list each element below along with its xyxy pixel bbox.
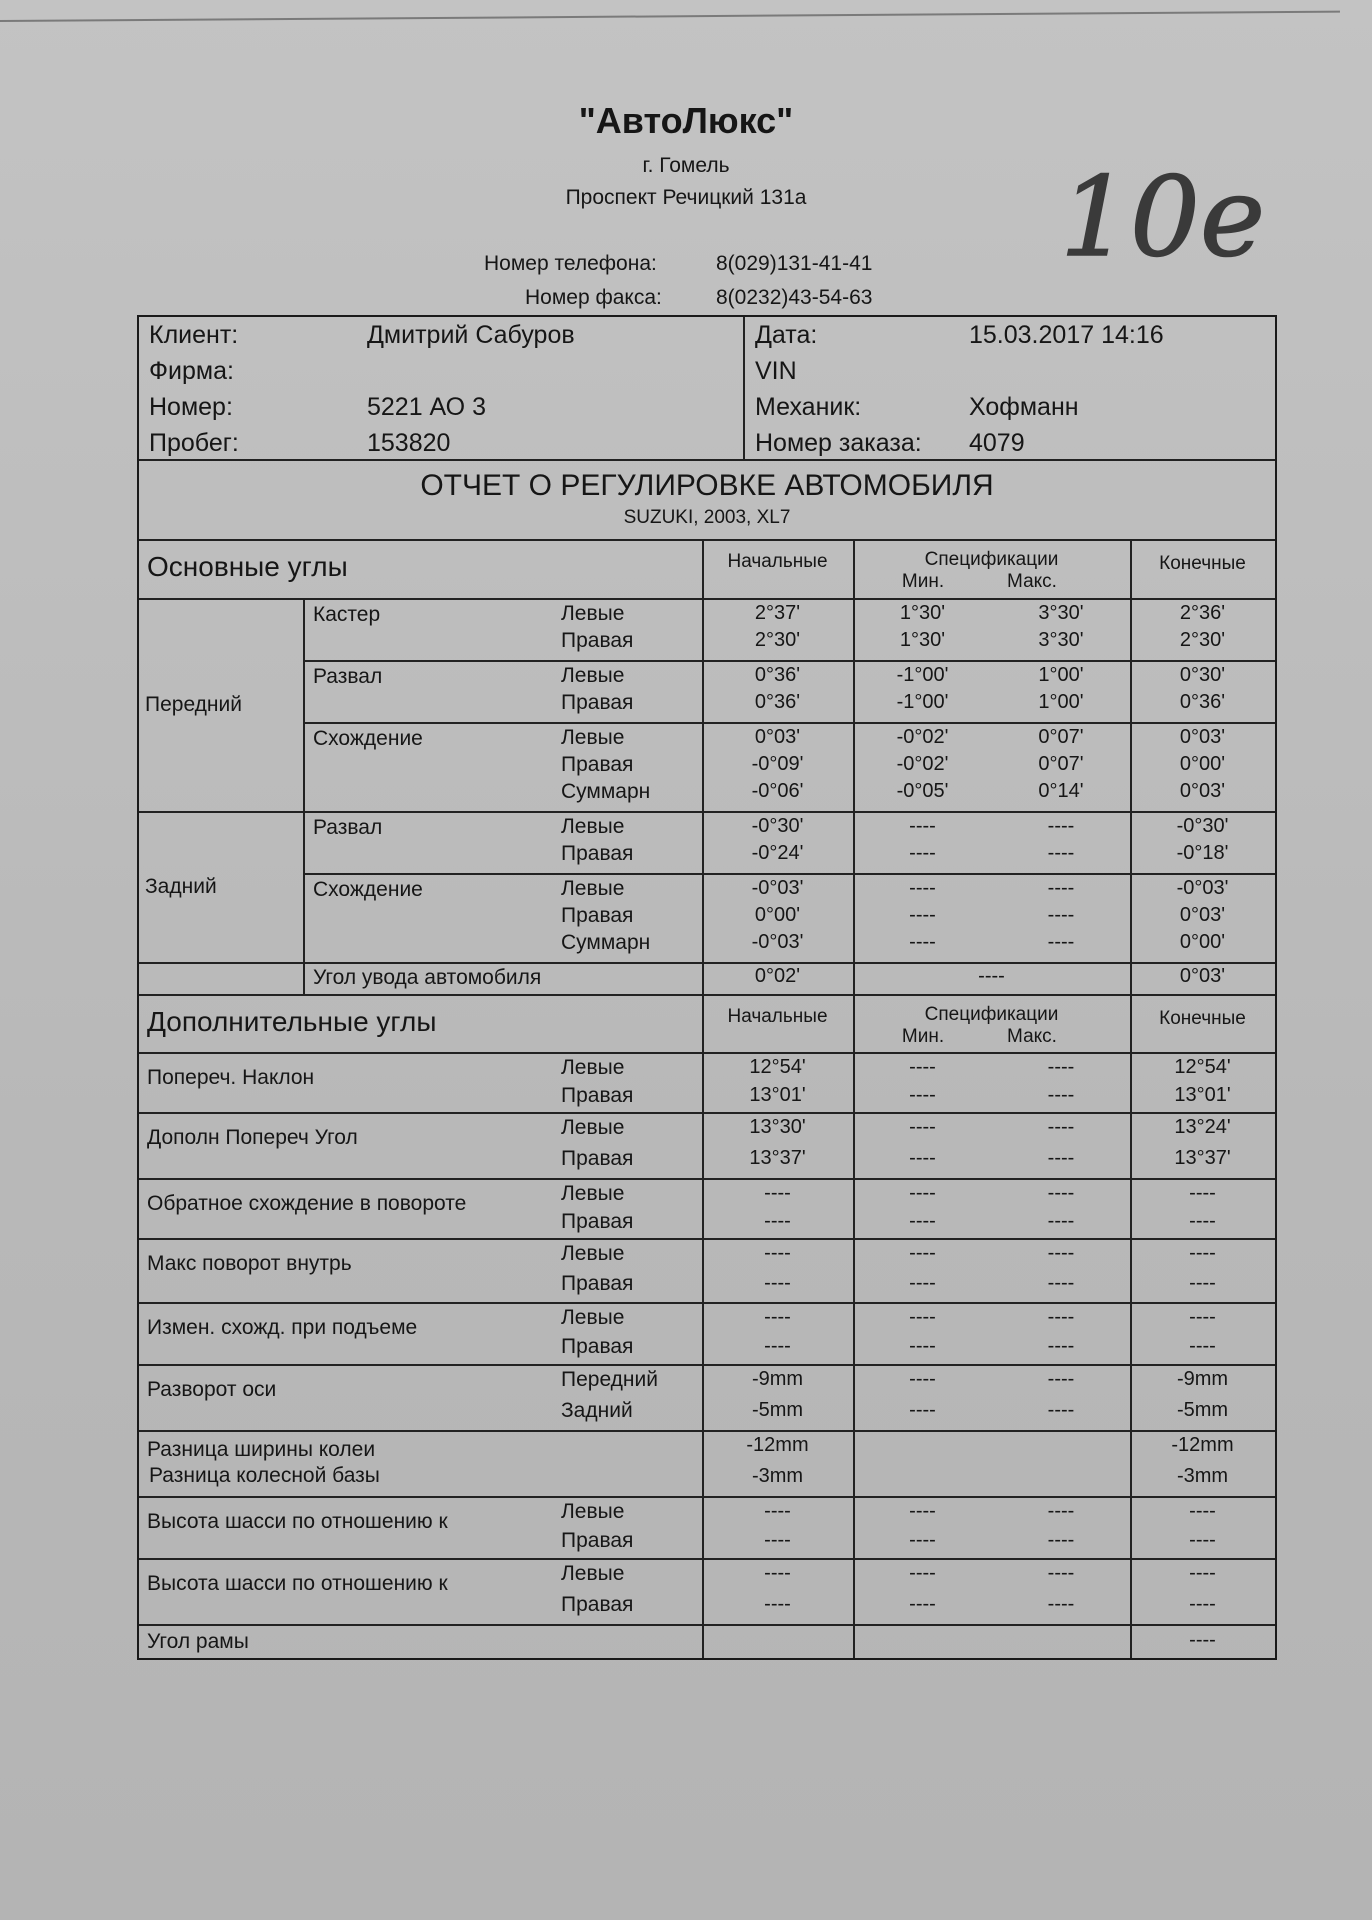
extra-final-header: Конечные — [1159, 1008, 1246, 1029]
final-value: -9mm — [1176, 1368, 1229, 1390]
spec-min-value: ---- — [909, 1399, 936, 1421]
initial-value: 2°37' — [754, 602, 801, 624]
extra-row-rule — [139, 1624, 1275, 1626]
initial-value: ---- — [764, 1306, 791, 1328]
final-value: 2°36' — [1179, 602, 1226, 624]
initial-value: -0°24' — [751, 842, 804, 864]
final-value: -3mm — [1176, 1465, 1229, 1487]
initial-value: -0°30' — [751, 815, 804, 837]
main-spec-header: Спецификации — [924, 549, 1059, 570]
final-value: 12°54' — [1174, 1056, 1231, 1078]
extra-row-name: Высота шасси по отношению к — [147, 1572, 448, 1595]
extra-row-name: Обратное схождение в повороте — [147, 1192, 467, 1215]
extra-min-header: Мин. — [901, 1026, 945, 1047]
final-value: 0°30' — [1179, 664, 1226, 686]
side-label: Правая — [561, 1084, 634, 1107]
extra-row-rule — [139, 1364, 1275, 1366]
initial-value: -12mm — [746, 1434, 809, 1456]
spec-min-value: ---- — [909, 1242, 936, 1264]
vin-label: VIN — [755, 357, 797, 385]
extra-row-name: Разворот оси — [147, 1378, 277, 1401]
final-value: 0°36' — [1179, 691, 1226, 713]
side-label: Левые — [561, 1242, 625, 1265]
side-label: Левые — [561, 815, 625, 838]
side-label: Правая — [561, 1529, 634, 1552]
spec-min-value: ---- — [909, 815, 936, 837]
phone-label: Номер телефона: — [484, 252, 657, 275]
side-label: Левые — [561, 1056, 625, 1079]
spec-min-value: -0°05' — [896, 780, 949, 802]
spec-min-value: ---- — [909, 1084, 936, 1106]
spec-max-value: 3°30' — [1038, 629, 1084, 651]
title-bottom — [139, 539, 1275, 541]
side-label: Правая — [561, 691, 634, 714]
client-block-divider — [743, 317, 745, 459]
side-label: Левые — [561, 877, 625, 900]
final-value: ---- — [1189, 1593, 1216, 1615]
spec-min-value: ---- — [909, 842, 936, 864]
side-label: Правая — [561, 1335, 634, 1358]
spec-max-value: ---- — [1047, 1084, 1075, 1106]
mechanic-value: Хофманн — [969, 393, 1079, 421]
mechanic-label: Механик: — [755, 393, 862, 421]
final-value: 13°37' — [1174, 1147, 1231, 1169]
spec-min-value: ---- — [909, 1562, 936, 1584]
side-label: Правая — [561, 1147, 634, 1170]
side-label: Правая — [561, 753, 634, 776]
spec-min-value: ---- — [909, 1593, 936, 1615]
date-value: 15.03.2017 14:16 — [969, 321, 1164, 349]
spec-min-value: ---- — [909, 1335, 936, 1357]
spec-min-value: ---- — [909, 1272, 936, 1294]
initial-value: -9mm — [751, 1368, 804, 1390]
initial-col-rule — [702, 994, 704, 1658]
spec-min-value: 1°30' — [899, 629, 946, 651]
extra-row-rule — [139, 1496, 1275, 1498]
spec-max-value: 0°07' — [1038, 726, 1084, 748]
side-label: Правая — [561, 1593, 634, 1616]
fax-value: 8(0232)43-54-63 — [716, 286, 873, 309]
final-value: ---- — [1189, 1500, 1216, 1522]
main-final-header: Конечные — [1159, 553, 1246, 574]
final-value: 13°24' — [1174, 1116, 1231, 1138]
spec-max-value: ---- — [1047, 1529, 1075, 1551]
final-value: ---- — [1189, 1562, 1216, 1584]
company-city: г. Гомель — [642, 154, 730, 177]
final-value: -0°18' — [1176, 842, 1229, 864]
spec-max-value: ---- — [1047, 815, 1075, 837]
group-rule — [139, 811, 1275, 813]
extra-max-header: Макс. — [1007, 1026, 1057, 1047]
spec-col-rule — [853, 539, 855, 994]
company-name: "АвтоЛюкс" — [578, 100, 794, 141]
spec-min-value: ---- — [909, 1210, 936, 1232]
initial-value: 0°36' — [754, 691, 801, 713]
side-label: Правая — [561, 842, 634, 865]
initial-value: 13°30' — [749, 1116, 806, 1138]
side-label: Правая — [561, 629, 634, 652]
side-label: Суммарн — [561, 780, 651, 803]
initial-value: ---- — [764, 1335, 791, 1357]
initial-value: -0°03' — [751, 877, 804, 899]
spec-min-value: ---- — [909, 1182, 936, 1204]
initial-value: ---- — [764, 1562, 791, 1584]
extra-row-rule — [139, 1238, 1275, 1240]
initial-value: 0°00' — [754, 904, 801, 926]
spec-col-rule — [853, 994, 855, 1658]
spec-min-value: ---- — [909, 1056, 936, 1078]
initial-value: -3mm — [751, 1465, 804, 1487]
initial-value: 12°54' — [749, 1056, 806, 1078]
spec-max-value: 0°14' — [1038, 780, 1084, 802]
extra-row-name: Макс поворот внутрь — [147, 1252, 352, 1275]
extra-header-rule — [139, 1052, 1275, 1054]
spec-max-value: ---- — [1047, 1210, 1075, 1232]
spec-max-value: ---- — [1047, 1500, 1075, 1522]
extra-row-rule — [139, 1178, 1275, 1180]
report-title: ОТЧЕТ О РЕГУЛИРОВКЕ АВТОМОБИЛЯ — [420, 469, 994, 502]
final-value: -5mm — [1176, 1399, 1229, 1421]
thrust-initial: 0°02' — [754, 965, 801, 987]
spec-max-value: ---- — [1047, 1056, 1075, 1078]
spec-min-value: ---- — [909, 1147, 936, 1169]
thrust-angle-label: Угол увода автомобиля — [313, 966, 542, 989]
report-subtitle: SUZUKI, 2003, XL7 — [623, 507, 791, 528]
initial-value: ---- — [764, 1272, 791, 1294]
spec-min-value: -0°02' — [896, 726, 949, 748]
frame-angle-label: Угол рамы — [147, 1630, 249, 1653]
order-value: 4079 — [969, 429, 1025, 457]
mileage-value: 153820 — [367, 429, 451, 457]
final-col-rule — [1130, 539, 1132, 994]
client-label: Клиент: — [149, 321, 239, 349]
handwritten-note — [1050, 130, 1320, 290]
initial-value: ---- — [764, 1210, 791, 1232]
spec-max-value: 1°00' — [1038, 664, 1084, 686]
spec-max-value: ---- — [1047, 1116, 1075, 1138]
final-value: ---- — [1189, 1335, 1216, 1357]
final-value: -0°03' — [1176, 877, 1229, 899]
final-value: 13°01' — [1174, 1084, 1231, 1106]
final-value: ---- — [1189, 1306, 1216, 1328]
initial-value: -0°09' — [751, 753, 804, 775]
group-name: Схождение — [313, 878, 423, 901]
extra-section-title: Дополнительные углы — [147, 1006, 437, 1037]
spec-max-value: 1°00' — [1038, 691, 1084, 713]
extra-row-name-2: Разница колесной базы — [149, 1464, 380, 1487]
final-value: 0°00' — [1179, 753, 1226, 775]
fax-label: Номер факса: — [525, 286, 662, 309]
side-label: Правая — [561, 904, 634, 927]
side-label: Левые — [561, 1500, 625, 1523]
spec-min-value: -1°00' — [896, 691, 949, 713]
frame-angle-final: ---- — [1189, 1629, 1216, 1651]
mileage-label: Пробег: — [149, 429, 239, 457]
spec-min-value: ---- — [909, 1368, 936, 1390]
client-block-bottom — [139, 459, 1275, 461]
spec-max-value: 3°30' — [1038, 602, 1084, 624]
final-value: 2°30' — [1179, 629, 1226, 651]
final-value: -0°30' — [1176, 815, 1229, 837]
client-value: Дмитрий Сабуров — [367, 321, 575, 349]
initial-value: -5mm — [751, 1399, 804, 1421]
number-value: 5221 АО 3 — [367, 393, 486, 421]
spec-min-value: ---- — [909, 931, 936, 953]
spec-max-value: ---- — [1047, 904, 1075, 926]
spec-max-value: 0°07' — [1038, 753, 1084, 775]
spec-max-value: ---- — [1047, 931, 1075, 953]
final-value: 0°03' — [1179, 904, 1226, 926]
spec-min-value: ---- — [909, 1500, 936, 1522]
phone-value: 8(029)131-41-41 — [716, 252, 873, 275]
main-header-rule — [139, 598, 1275, 600]
side-label: Левые — [561, 726, 625, 749]
initial-value: 0°03' — [754, 726, 801, 748]
side-label: Передний — [561, 1368, 658, 1391]
main-min-header: Мин. — [901, 571, 945, 592]
extra-row-name: Разница ширины колеи — [147, 1438, 376, 1461]
spec-min-value: ---- — [909, 1306, 936, 1328]
spec-min-value: ---- — [909, 877, 936, 899]
thrust-spec: ---- — [978, 965, 1005, 987]
final-value: 0°03' — [1179, 726, 1226, 748]
thrust-final: 0°03' — [1179, 965, 1226, 987]
initial-value: -0°03' — [751, 931, 804, 953]
order-label: Номер заказа: — [755, 429, 922, 457]
extra-row-name: Высота шасси по отношению к — [147, 1510, 448, 1533]
main-max-header: Макс. — [1007, 571, 1057, 592]
final-col-rule — [1130, 994, 1132, 1658]
spec-max-value: ---- — [1047, 1147, 1075, 1169]
spec-min-value: ---- — [909, 1529, 936, 1551]
extra-spec-header: Спецификации — [924, 1004, 1059, 1025]
initial-col-rule — [702, 539, 704, 994]
spec-max-value: ---- — [1047, 1335, 1075, 1357]
initial-value: 0°36' — [754, 664, 801, 686]
scan-edge-line — [0, 11, 1340, 22]
final-value: 0°03' — [1179, 780, 1226, 802]
number-label: Номер: — [149, 393, 233, 421]
spec-min-value: ---- — [909, 904, 936, 926]
rear-axle-label: Задний — [145, 874, 217, 898]
spec-min-value: ---- — [909, 1116, 936, 1138]
extra-row-name: Дополн Попереч Угол — [147, 1126, 358, 1149]
company-address: Проспект Речицкий 131а — [565, 186, 807, 209]
initial-value: ---- — [764, 1242, 791, 1264]
initial-value: 13°37' — [749, 1147, 806, 1169]
date-label: Дата: — [755, 321, 818, 349]
side-label: Левые — [561, 602, 625, 625]
extra-row-rule — [139, 1558, 1275, 1560]
side-label: Левые — [561, 1562, 625, 1585]
report-frame — [137, 315, 1277, 1660]
side-label: Левые — [561, 664, 625, 687]
spec-min-value: -0°02' — [896, 753, 949, 775]
final-value: -12mm — [1171, 1434, 1234, 1456]
extra-row-name: Измен. схожд. при подъеме — [147, 1316, 418, 1339]
initial-value: ---- — [764, 1593, 791, 1615]
group-name: Кастер — [313, 603, 381, 626]
spec-min-value: -1°00' — [896, 664, 949, 686]
main-section-bottom — [139, 994, 1275, 996]
extra-row-rule — [139, 1112, 1275, 1114]
spec-min-value: 1°30' — [899, 602, 946, 624]
spec-max-value: ---- — [1047, 1368, 1075, 1390]
side-label: Левые — [561, 1182, 625, 1205]
final-value: ---- — [1189, 1182, 1216, 1204]
firm-label: Фирма: — [149, 357, 234, 385]
final-value: ---- — [1189, 1210, 1216, 1232]
side-label: Правая — [561, 1210, 634, 1233]
initial-value: 13°01' — [749, 1084, 806, 1106]
extra-row-rule — [139, 1430, 1275, 1432]
main-initial-header: Начальные — [727, 551, 828, 572]
extra-initial-header: Начальные — [727, 1006, 828, 1027]
final-value: 0°00' — [1179, 931, 1226, 953]
initial-value: ---- — [764, 1529, 791, 1551]
spec-max-value: ---- — [1047, 1593, 1075, 1615]
subgroup-divider — [303, 598, 305, 994]
spec-max-value: ---- — [1047, 1399, 1075, 1421]
spec-max-value: ---- — [1047, 1562, 1075, 1584]
final-value: ---- — [1189, 1529, 1216, 1551]
front-axle-label: Передний — [145, 692, 242, 716]
side-label: Левые — [561, 1306, 625, 1329]
spec-max-value: ---- — [1047, 1272, 1075, 1294]
extra-row-name: Попереч. Наклон — [147, 1066, 315, 1089]
side-label: Левые — [561, 1116, 625, 1139]
group-name: Схождение — [313, 727, 423, 750]
final-value: ---- — [1189, 1242, 1216, 1264]
initial-value: ---- — [764, 1500, 791, 1522]
extra-row-rule — [139, 1302, 1275, 1304]
group-name: Развал — [313, 816, 383, 839]
spec-max-value: ---- — [1047, 1182, 1075, 1204]
handwritten-note-text: 10e — [1060, 153, 1266, 281]
final-value: ---- — [1189, 1272, 1216, 1294]
initial-value: 2°30' — [754, 629, 801, 651]
spec-max-value: ---- — [1047, 842, 1075, 864]
main-section-title: Основные углы — [147, 551, 348, 582]
side-label: Суммарн — [561, 931, 651, 954]
side-label: Задний — [561, 1399, 633, 1422]
group-rule — [139, 962, 1275, 964]
group-name: Развал — [313, 665, 383, 688]
spec-max-value: ---- — [1047, 1242, 1075, 1264]
spec-max-value: ---- — [1047, 1306, 1075, 1328]
initial-value: ---- — [764, 1182, 791, 1204]
side-label: Правая — [561, 1272, 634, 1295]
initial-value: -0°06' — [751, 780, 804, 802]
spec-max-value: ---- — [1047, 877, 1075, 899]
